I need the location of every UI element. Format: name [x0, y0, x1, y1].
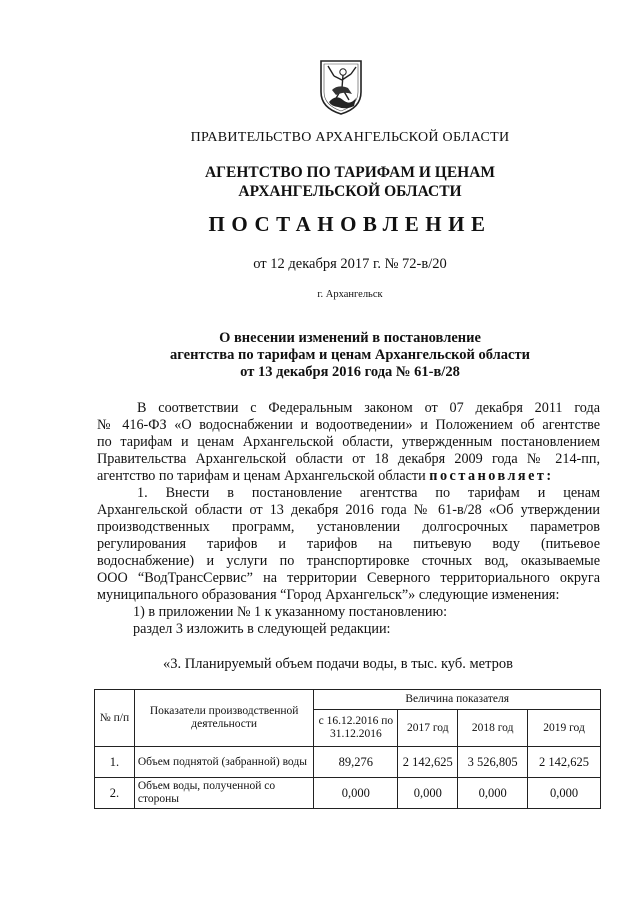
body-line: раздел 3 изложить в следующей редакции: — [133, 621, 391, 637]
subject-line: О внесении изменений в постановление — [219, 330, 481, 346]
row-index: 1. — [95, 747, 135, 778]
body-text: агентство по тарифам и ценам Архангельской области — [97, 468, 426, 484]
water-volume-table — [94, 689, 601, 809]
row-value: 2 142,625 — [398, 747, 458, 778]
agency-name-line: АГЕНТСТВО ПО ТАРИФАМ И ЦЕНАМ — [204, 164, 496, 181]
row-value: 0,000 — [314, 778, 398, 809]
table-title: «3. Планируемый объем подачи воды, в тыс. куб. метров — [163, 656, 513, 672]
row-value: 0,000 — [528, 778, 601, 809]
row-value: 0,000 — [398, 778, 458, 809]
header-period: 2017 год — [398, 710, 458, 747]
body-line: ООО “ВодТрансСервис” на территории Северного территориального округа — [97, 570, 600, 586]
row-name: Объем поднятой (забранной) воды — [134, 747, 314, 778]
body-line: В соответствии с Федеральным законом от 07 декабря 2011 года — [137, 400, 600, 416]
body-line — [97, 468, 600, 485]
coat-of-arms-emblem — [318, 58, 364, 116]
body-line: 1) в приложении № 1 к указанному постановлению: — [133, 604, 448, 620]
document-city: г. Архангельск — [317, 289, 383, 300]
row-name: Объем воды, полученной со стороны — [134, 778, 314, 809]
agency-name — [0, 163, 640, 201]
row-value: 89,276 — [314, 747, 398, 778]
body-line: № 416-ФЗ «О водоснабжении и водоотведении» и Положением об агентстве — [97, 417, 600, 433]
row-index: 2. — [95, 778, 135, 809]
document-type-title: ПОСТАНОВЛЕНИЕ — [208, 212, 492, 236]
table-row — [95, 778, 601, 809]
agency-name-line: АРХАНГЕЛЬСКОЙ ОБЛАСТИ — [238, 183, 462, 200]
row-value: 0,000 — [458, 778, 528, 809]
government-name: ПРАВИТЕЛЬСТВО АРХАНГЕЛЬСКОЙ ОБЛАСТИ — [190, 130, 510, 145]
table-header-row — [95, 690, 601, 710]
subject-line: от 13 декабря 2016 года № 61-в/28 — [240, 364, 460, 380]
body-line: регулирования тарифов и тарифов на питьевую воду (питьевое — [97, 536, 600, 552]
header-period: с 16.12.2016 по 31.12.2016 — [314, 710, 398, 747]
subject-line: агентства по тарифам и ценам Архангельской области — [170, 347, 530, 363]
header-period: 2019 год — [528, 710, 601, 747]
body-line: 1. Внести в постановление агентства по тарифам и ценам — [137, 485, 600, 501]
header-period: 2018 год — [458, 710, 528, 747]
resolution-verb: постановляет: — [429, 468, 554, 484]
document-date-number: от 12 декабря 2017 г. № 72-в/20 — [253, 256, 447, 272]
header-indicator: Показатели производственной деятельности — [134, 690, 314, 747]
table-row — [95, 747, 601, 778]
header-number: № п/п — [95, 690, 135, 747]
body-line: Архангельской области от 13 декабря 2016 года № 61-в/28 «Об утверждении — [97, 502, 600, 518]
header-value: Величина показателя — [314, 690, 601, 710]
body-line: муниципального образования “Город Архангельск”» следующие изменения: — [97, 587, 560, 603]
body-line: по тарифам и ценам Архангельской области, утвержденным постановлением — [97, 434, 600, 450]
document-body — [97, 400, 600, 638]
row-value: 2 142,625 — [528, 747, 601, 778]
body-line: Правительства Архангельской области от 18 декабря 2009 года № 214-пп, — [97, 451, 600, 467]
body-line: производственных программ, установлении долгосрочных параметров — [97, 519, 600, 535]
document-subject — [0, 330, 640, 381]
row-value: 3 526,805 — [458, 747, 528, 778]
body-line: водоснабжение) и услуги по транспортировке сточных вод, оказываемые — [97, 553, 600, 569]
